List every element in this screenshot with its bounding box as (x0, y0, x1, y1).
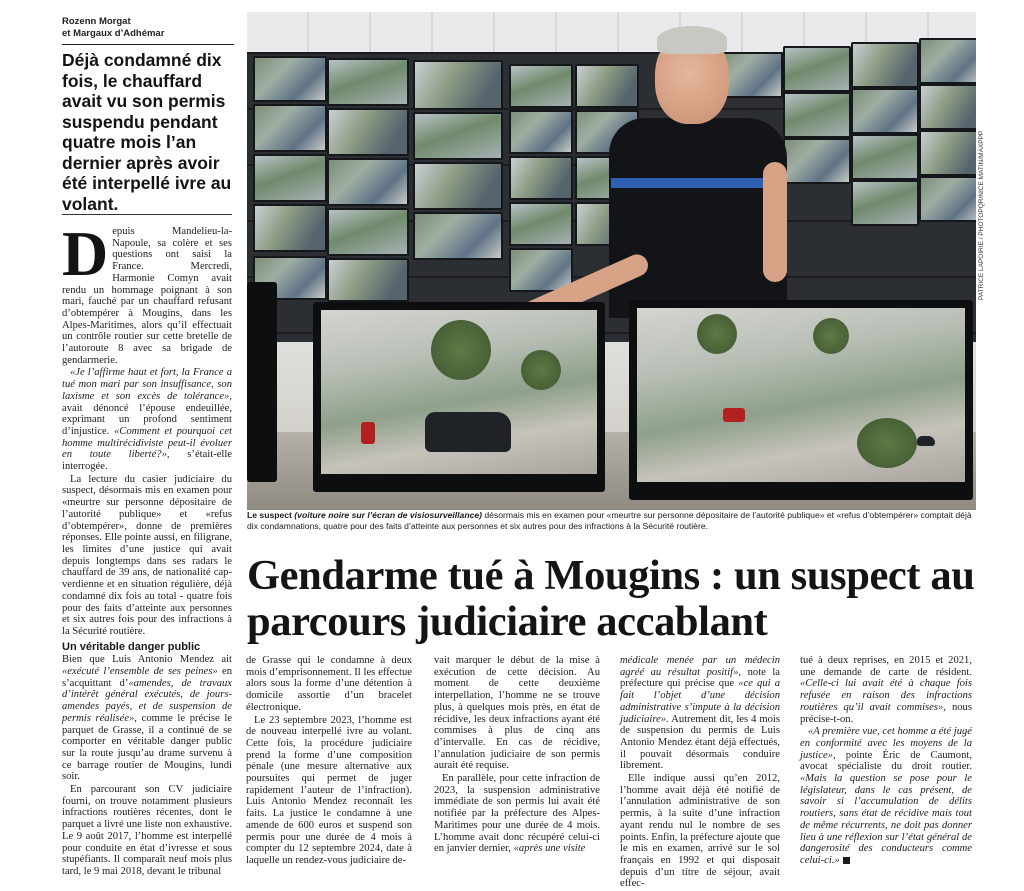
headline: Gendarme tué à Mougins : un suspect au parcours judiciaire accablant (247, 552, 975, 645)
photo-caption (247, 510, 976, 532)
surveillance-screen (313, 302, 605, 492)
paragraph: Autrement dit, les 4 mois de suspension du permis de Luis Antonio Mendez étant déjà effectués, il pouvait désormais conduire librement. (620, 713, 780, 772)
paragraph: note la préfecture qui précise que (620, 666, 780, 690)
paragraph: pointe Éric de Caumont, avocat spécialiste du droit routier. (800, 749, 972, 773)
surveillance-screen (629, 300, 973, 500)
divider (62, 44, 234, 45)
paragraph: epuis Mandelieu-la-Napoule, sa colère et ses questions ont saisi la France. Mercredi, Harmonie Comyn avait rendu un hommage poignant à son mari, fauché par un chauffard refusant d’obtempérer à Mougins, dans les Alpes-Maritimes, alors qu’il effectuait un contrôle routier sur cette bretelle de l’autoroute 8 avec sa brigade de gendarmerie. (62, 226, 232, 366)
paragraph: nous précise-t-on. (800, 701, 972, 725)
end-mark-icon (843, 857, 850, 864)
paragraph: s’était-elle interrogée. (62, 449, 233, 473)
quote: «exécuté l’ensemble de ses peines» (62, 666, 218, 678)
article-column-3 (434, 655, 600, 856)
paragraph: avait dénoncé l’épouse endeuillée, exprimant un profond sentiment d’injustice. (62, 402, 232, 437)
article-column-5 (800, 655, 972, 868)
article-photo (247, 12, 976, 510)
paragraph: Le 23 septembre 2023, l’homme est de nouveau interpellé ivre au volant. Cette fois, la procédure judiciaire prend la forme d’une composition pénale (une mesure alternative aux poursuites qui permet de juger rapidement l’auteur de l’infraction). Luis Antonio Mendez reconnaît les faits. La justice le condamne à une amende de 600 euros et suspend son permis pour une durée de 4 mois à compter du 12 septembre 2024, date à laquelle un rendez-vous judiciaire de- (246, 714, 412, 866)
paragraph: La lecture du casier judiciaire du suspect, désormais mis en examen pour «meurtre sur personne dépositaire de l’autorité publique» et «refus d’obtempérer», donne de premières réponses. Elle pointe aussi, en filigrane, les limites d’une justice qui avait depuis longtemps dans ses radars le chauffard de 39 ans, de nationalité cap-verdienne et en situation régulière, déjà condamné dix fois au total - quatre fois pour des faits d’atteinte aux personnes et six autres fois pour des infractions à la Sécurité routière. (62, 473, 232, 637)
quote: «Celle-ci lui avait été à chaque fois refusée en raison des infractions routières qu’il avait commises», (800, 678, 972, 713)
subheading: Un véritable danger public (62, 640, 201, 653)
paragraph: vait marquer le début de la mise à exécution de cette décision. Au moment de cette deuxième interpellation, l’homme ne se trouve plus, à quelques mois près, en état de récidive, les deux infractions ayant été commises à plus de cinq ans d’intervalle. En cas de récidive, l’annulation judiciaire de son permis aurait été requise. (434, 655, 600, 772)
quote: «Mais la question se pose pour le législateur, dans le cas présent, de savoir si l’accumulation de délits routiers, sans état de récidive mais tout de même récurrents, ne doit pas donner lieu à une réflexion sur l’état général de dangerosité des conducteurs comme celui-ci.» (800, 773, 972, 866)
article-column-4 (620, 655, 780, 891)
paragraph: En parcourant son CV judiciaire fourni, on trouve notamment plusieurs infractions routières récentes, dont le parquet a livré une liste non exhaustive. Le 9 août 2017, l’homme est interpellé pour conduite en état d’ivresse et sous stupéfiants. Il comparaît neuf mois plus tard, le 9 mai 2018, devant le tribunal (62, 784, 232, 877)
paragraph: en s’acquittant d’ (62, 666, 232, 689)
byline (62, 16, 237, 40)
caption-text: désormais mis en examen pour «meurtre sur personne dépositaire de l’autorité publique» et «refus d’obtempérer» comptait déjà dix condamnations, quatre pour des faits d’atteinte aux personnes et six autres pour des infractions à la Sécurité routière. (247, 510, 972, 531)
paragraph: Bien que Luis Antonio Mendez ait (62, 654, 232, 666)
paragraph: comme le précise le parquet de Grasse, il a continué de se comporter en véritable danger public sur la route jusqu’au drame survenu à ce barrage routier de Mougins, lundi soir. (62, 712, 233, 783)
paragraph: Elle indique aussi qu’en 2012, l’homme avait déjà été notifié de l’annulation administrative de son permis, à la suite d’une infraction ayant rendu nul le nombre de ses points. Enfin, la préfecture ajoute que le mis en examen, arrivé sur le sol français en 1992 et qui disposait depuis d’un titre de séjour, avait effec- (620, 773, 780, 890)
quote: «après une visite (513, 843, 586, 855)
caption-italic: (voiture noire sur l’écran de visiosurveillance) (294, 510, 482, 520)
photo-credit: PATRICE LAPOIRIE / PHOTOPQR/NICE MATIN/MAXPPP (978, 130, 985, 300)
paragraph: En parallèle, pour cette infraction de 2023, la suspension administrative immédiate de son permis lui avait été notifiée par la préfecture des Alpes-Maritimes pour une durée de 4 mois. L’homme avait donc récupéré celui-ci en janvier dernier, (434, 773, 600, 855)
quote: «Je l’affirme haut et fort, la France a tué mon mari par son insuffisance, son laxisme et son excès de tolérance», (62, 367, 232, 402)
article-column-1 (62, 218, 233, 879)
divider (62, 214, 232, 215)
paragraph: tué à deux reprises, en 2015 et 2021, une demande de carte de résident. (800, 655, 972, 678)
lede: Déjà condamné dix fois, le chauffard avait vu son permis suspendu pendant quatre mois l’an dernier après avoir été interpellé ivre au volant. (62, 50, 232, 214)
quote: médicale menée par un médecin agréé au résultat positif», (620, 655, 780, 678)
quote: «amendes, de travaux d’intérêt général exécutés, de jours-amendes payés, et de suspension de permis réalisée», (62, 677, 232, 724)
quote: «ce qui a fait l’objet d’une décision administrative s’impute à la décision judiciaire». (620, 678, 780, 725)
author-name: Rozenn Morgat (62, 16, 131, 27)
caption-lead: Le suspect (247, 510, 292, 520)
paragraph: de Grasse qui le condamne à deux mois d’emprisonnement. Il les effectue alors sous la forme d’une détention à domicile assortie d’un bracelet électronique. (246, 655, 412, 713)
drop-cap: D (62, 218, 109, 289)
author-name: et Margaux d’Adhémar (62, 28, 165, 39)
article-column-2 (246, 655, 412, 868)
quote: «A première vue, cet homme a été jugé en conformité avec les moyens de la justice», (800, 726, 972, 761)
quote: «Comment et pourquoi cet homme multirécidiviste peut-il évoluer en toute liberté?», (62, 425, 233, 461)
